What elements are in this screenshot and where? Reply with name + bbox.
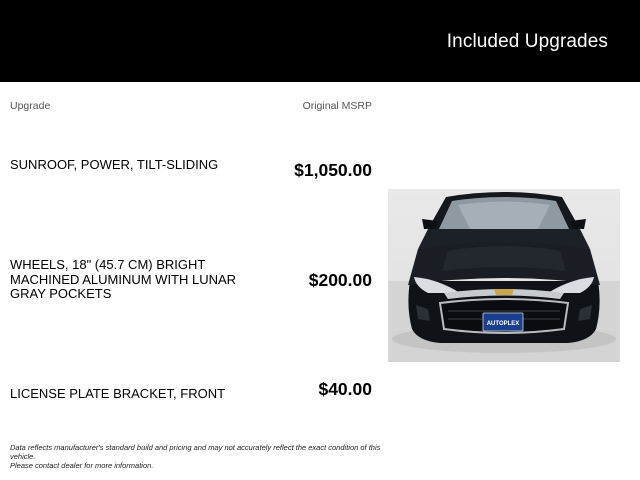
disclaimer-line-2: Please contact dealer for more information.	[10, 461, 154, 470]
upgrade-name-sunroof: SUNROOF, POWER, TILT-SLIDING	[10, 157, 219, 172]
header-bar	[0, 0, 640, 82]
page-title: Included Upgrades	[446, 31, 608, 52]
car-illustration	[388, 189, 620, 362]
windshield-reflection	[458, 202, 550, 230]
column-header-msrp: Original MSRP	[302, 100, 372, 112]
upgrade-price-wheels: $200.00	[308, 270, 372, 290]
bowtie-emblem	[494, 289, 514, 295]
upgrade-price-sunroof: $1,050.00	[294, 160, 372, 180]
upgrade-price-plate-bracket: $40.00	[318, 379, 372, 399]
upgrade-name-wheels: WHEELS, 18" (45.7 CM) BRIGHT MACHINED ALUMINUM WITH LUNAR GRAY POCKETS	[10, 257, 237, 301]
column-header-upgrade: Upgrade	[10, 100, 51, 112]
plate-text: AUTOPLEX	[486, 321, 520, 327]
disclaimer-line-1: Data reflects manufacturer's standard build and pricing and may not accurately reflect the exact condition of this vehicle.	[10, 443, 381, 461]
disclaimer	[10, 443, 390, 470]
upgrade-name-plate-bracket: LICENSE PLATE BRACKET, FRONT	[10, 386, 226, 401]
vehicle-photo	[388, 189, 620, 362]
